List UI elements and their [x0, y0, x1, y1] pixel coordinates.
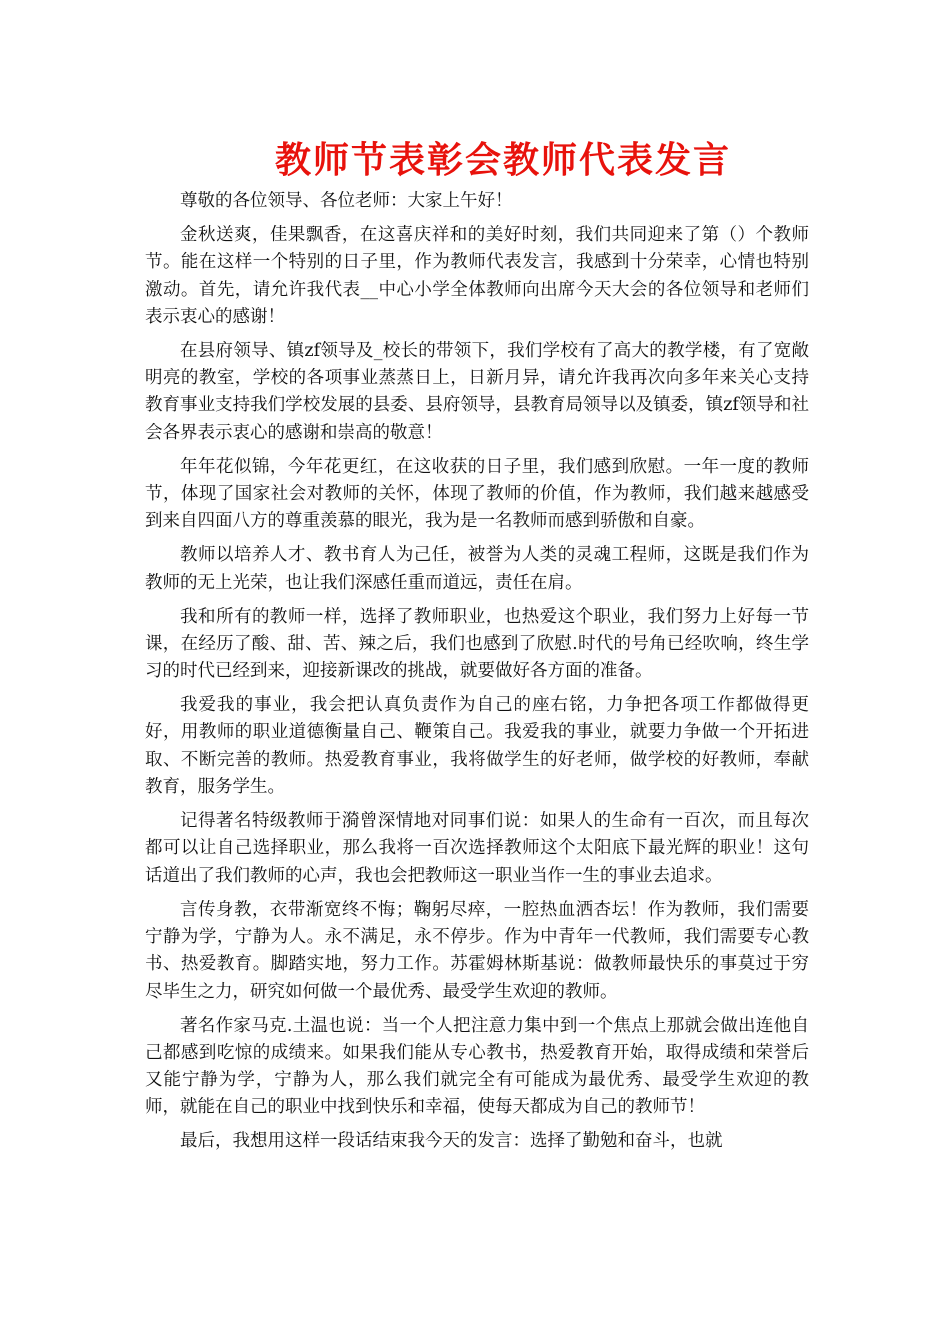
document-title: 教师节表彰会教师代表发言 [274, 139, 731, 181]
body-paragraph: 我和所有的教师一样，选择了教师职业，也热爱这个职业，我们努力上好每一节课，在经历了酸、甜、苦、辣之后，我们也感到了欣慰.时代的号角已经吹响，终生学习的时代已经到来，迎接新课改的挑战，就要做好各方面的准备。 [145, 606, 809, 682]
body-paragraph: 记得著名特级教师于漪曾深情地对同事们说：如果人的生命有一百次，而且每次都可以让自己选择职业，那么我将一百次选择教师这个太阳底下最光辉的职业！这句话道出了我们教师的心声，我也会把教师这一职业当作一生的事业去追求。 [145, 811, 809, 886]
body-paragraph: 著名作家马克.土温也说：当一个人把注意力集中到一个焦点上那就会做出连他自己都感到吃惊的成绩来。如果我们能从专心教书，热爱教育开始，取得成绩和荣誉后又能宁静为学，宁静为人，那么我们就完全有可能成为最优秀、最受学生欢迎的教师，就能在自己的职业中找到快乐和幸福，使每天都成为自己的教师节！ [145, 1015, 809, 1118]
closing-paragraph: 最后，我想用这样一段话结束我今天的发言：选择了勤勉和奋斗，也就 [180, 1131, 723, 1152]
body-paragraph: 我爱我的事业，我会把认真负责作为自己的座右铭，力争把各项工作都做得更好，用教师的职业道德衡量自己、鞭策自己。我爱我的事业，就要力争做一个开拓进取、不断完善的教师。热爱教育事业，我将做学生的好老师，做学校的好教师，奉献教育，服务学生。 [145, 695, 809, 798]
body-paragraph: 金秋送爽，佳果飘香，在这喜庆祥和的美好时刻，我们共同迎来了第（）个教师节。能在这样一个特别的日子里，作为教师代表发言，我感到十分荣幸，心情也特别激动。首先，请允许我代表__中心小学全体教师向出席今天大会的各位领导和老师们表示衷心的感谢！ [145, 224, 809, 327]
document-body [145, 188, 809, 1156]
body-paragraph: 言传身教，衣带渐宽终不悔；鞠躬尽瘁，一腔热血洒杏坛！作为教师，我们需要宁静为学，宁静为人。永不满足，永不停步。作为中青年一代教师，我们需要专心教书、热爱教育。脚踏实地，努力工作。苏霍姆林斯基说：做教师最快乐的事莫过于穷尽毕生之力，研究如何做一个最优秀、最受学生欢迎的教师。 [145, 899, 809, 1002]
body-paragraph: 教师以培养人才、教书育人为己任，被誉为人类的灵魂工程师，这既是我们作为教师的无上光荣，也让我们深感任重而道远，责任在肩。 [145, 545, 809, 593]
body-paragraph: 年年花似锦，今年花更红，在这收获的日子里，我们感到欣慰。一年一度的教师节，体现了国家社会对教师的关怀，体现了教师的价值，作为教师，我们越来越感受到来自四面八方的尊重羡慕的眼光，我为是一名教师而感到骄傲和自豪。 [145, 456, 809, 532]
greeting-paragraph: 尊敬的各位领导、各位老师：大家上午好！ [180, 191, 513, 211]
body-paragraph: 在县府领导、镇zf领导及_校长的带领下，我们学校有了高大的教学楼，有了宽敞明亮的教室，学校的各项事业蒸蒸日上，日新月异，请允许我再次向多年来关心支持教育事业支持我们学校发展的县委、县府领导，县教育局领导以及镇委，镇zf领导和社会各界表示衷心的感谢和崇高的敬意！ [145, 340, 809, 443]
